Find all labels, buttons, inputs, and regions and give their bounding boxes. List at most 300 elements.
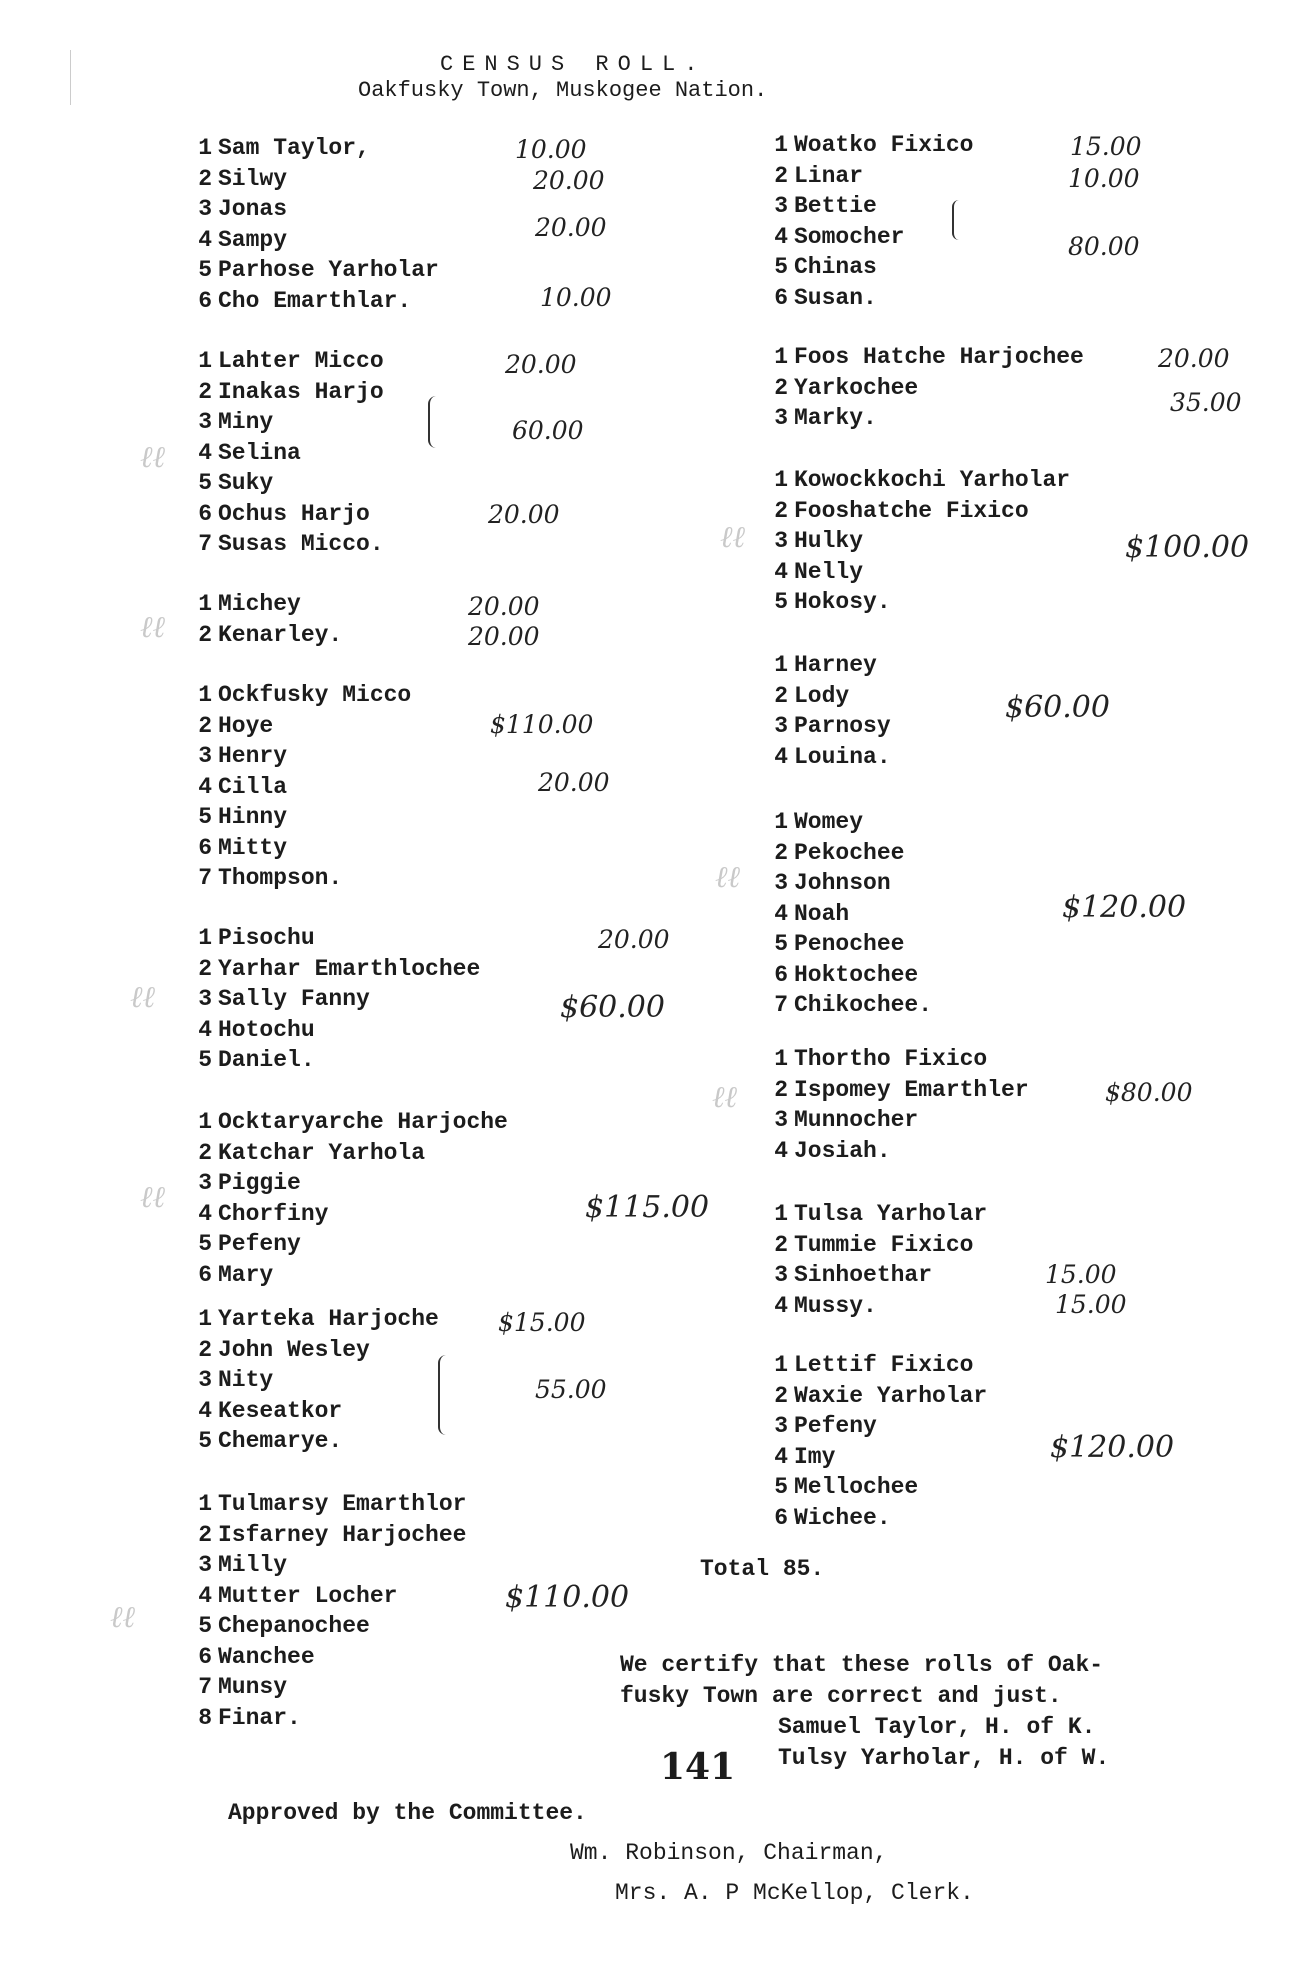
amount-handwritten: 20.00 <box>598 925 670 954</box>
entry-name: Thortho Fixico <box>794 1046 988 1072</box>
entry-number: 4 <box>774 1443 788 1470</box>
entry-name: Wichee. <box>794 1504 891 1531</box>
roll-entry <box>186 923 480 954</box>
entry-name: Finar. <box>218 1704 301 1731</box>
amount-handwritten: $15.00 <box>498 1308 586 1337</box>
entry-number: 3 <box>198 743 212 769</box>
roll-entry <box>186 194 439 225</box>
amount-handwritten: 20.00 <box>535 213 607 242</box>
roll-entry <box>762 191 973 222</box>
entry-number: 5 <box>774 589 788 615</box>
entry-number: 3 <box>774 528 788 554</box>
entry-number: 4 <box>774 1137 788 1164</box>
brace-mark <box>428 396 444 448</box>
entry-number: 4 <box>198 1016 212 1043</box>
roll-entry <box>186 1703 466 1734</box>
roll-entry <box>186 1107 508 1138</box>
entry-number: 4 <box>198 1582 212 1609</box>
roll-entry <box>186 1304 439 1335</box>
document-subtitle: Oakfusky Town, Muskogee Nation. <box>358 78 768 103</box>
entry-number: 8 <box>198 1704 212 1731</box>
entry-name: Fooshatche Fixico <box>794 497 1029 524</box>
entry-name: Ockfusky Micco <box>218 682 412 708</box>
margin-mark <box>70 50 71 105</box>
entry-name: Marky. <box>794 405 877 431</box>
roll-entry <box>762 283 973 314</box>
roll-entry <box>186 1489 466 1520</box>
entry-name: Tulmarsy Emarthlor <box>218 1491 467 1517</box>
amount-handwritten: 20.00 <box>488 500 560 529</box>
entry-name: Hoktochee <box>794 961 919 988</box>
pencil-mark: ℓℓ <box>712 1080 737 1115</box>
entry-name: Katchar Yarhola <box>218 1139 426 1166</box>
roll-entry <box>762 222 973 253</box>
amount-handwritten: $60.00 <box>1005 690 1110 725</box>
brace-mark <box>952 200 966 240</box>
roll-entry <box>186 1335 439 1366</box>
entry-name: Imy <box>794 1443 836 1470</box>
pencil-mark: ℓℓ <box>720 520 745 555</box>
entry-name: Pisochu <box>218 925 315 951</box>
roll-entry <box>762 1442 987 1473</box>
entry-name: Mussy. <box>794 1292 877 1319</box>
entry-name: Sinhoethar <box>794 1262 933 1288</box>
entry-name: Ocktaryarche Harjoche <box>218 1109 508 1135</box>
entry-number: 7 <box>774 992 788 1018</box>
entry-name: Harney <box>794 652 877 678</box>
signature-tulsy-yarholar: Tulsy Yarholar, H. of W. <box>778 1745 1110 1771</box>
entry-number: 4 <box>198 1200 212 1227</box>
entry-name: Keseatkor <box>218 1397 343 1424</box>
amount-handwritten: 20.00 <box>533 166 605 195</box>
entry-number: 5 <box>198 804 212 830</box>
roll-entry <box>186 741 411 772</box>
roll-entry <box>186 377 384 408</box>
roll-entry <box>762 1136 1029 1167</box>
entry-name: Parnosy <box>794 713 891 739</box>
amount-handwritten: $120.00 <box>1050 1430 1175 1465</box>
family-group <box>186 1304 439 1457</box>
roll-entry <box>186 1642 466 1673</box>
pencil-mark: ℓℓ <box>140 1180 165 1215</box>
roll-entry <box>186 1396 439 1427</box>
entry-number: 1 <box>198 348 212 374</box>
entry-name: Penochee <box>794 931 905 957</box>
roll-entry <box>186 772 411 803</box>
entry-number: 6 <box>198 834 212 861</box>
roll-entry <box>186 407 384 438</box>
family-group <box>186 589 342 650</box>
entry-number: 2 <box>774 1231 788 1258</box>
entry-number: 4 <box>774 900 788 927</box>
family-group <box>762 130 973 313</box>
roll-entry <box>762 1350 987 1381</box>
entry-number: 5 <box>774 1474 788 1500</box>
entry-number: 4 <box>774 743 788 770</box>
roll-entry <box>186 1138 508 1169</box>
entry-number: 1 <box>198 1491 212 1517</box>
entry-name: Somocher <box>794 223 905 250</box>
roll-entry <box>762 1075 1029 1106</box>
entry-number: 1 <box>774 652 788 678</box>
entry-name: Johnson <box>794 870 891 896</box>
roll-entry <box>762 373 1084 404</box>
entry-number: 7 <box>198 531 212 557</box>
amount-handwritten: 10.00 <box>515 135 587 164</box>
entry-number: 2 <box>774 682 788 709</box>
entry-number: 6 <box>774 284 788 311</box>
entry-number: 5 <box>198 1047 212 1073</box>
entry-number: 5 <box>774 254 788 280</box>
entry-name: Sampy <box>218 226 288 253</box>
entry-name: Sally Fanny <box>218 986 370 1012</box>
entry-name: Yarkochee <box>794 374 919 401</box>
entry-name: Cilla <box>218 773 288 800</box>
entry-name: Pefeny <box>218 1231 301 1257</box>
amount-handwritten: 35.00 <box>1170 388 1242 417</box>
entry-number: 2 <box>774 1076 788 1103</box>
entry-number: 3 <box>774 870 788 896</box>
entry-number: 6 <box>198 1261 212 1288</box>
amount-handwritten: 20.00 <box>468 622 540 651</box>
entry-name: Mitty <box>218 834 288 861</box>
roll-entry <box>762 1230 987 1261</box>
entry-number: 2 <box>198 712 212 739</box>
family-group <box>186 1489 466 1733</box>
roll-entry <box>762 1105 1029 1136</box>
entry-name: Yarteka Harjoche <box>218 1306 439 1332</box>
entry-name: Hokosy. <box>794 589 891 615</box>
entry-name: Munnocher <box>794 1107 919 1133</box>
roll-entry <box>762 1381 987 1412</box>
entry-name: Womey <box>794 809 864 835</box>
roll-entry <box>186 346 384 377</box>
amount-handwritten: $120.00 <box>1062 890 1187 925</box>
entry-number: 1 <box>198 591 212 617</box>
family-group <box>186 923 480 1076</box>
roll-entry <box>186 833 411 864</box>
entry-name: Lettif Fixico <box>794 1352 974 1378</box>
entry-number: 1 <box>774 132 788 158</box>
pencil-mark: ℓℓ <box>130 980 155 1015</box>
amount-handwritten: 20.00 <box>1158 344 1230 373</box>
family-group <box>762 1199 987 1321</box>
roll-entry <box>186 589 342 620</box>
entry-number: 5 <box>198 470 212 496</box>
roll-entry <box>762 1472 987 1503</box>
entry-number: 2 <box>774 839 788 866</box>
entry-number: 7 <box>198 865 212 891</box>
family-group <box>762 1044 1029 1166</box>
entry-number: 1 <box>198 682 212 708</box>
roll-entry <box>186 711 411 742</box>
entry-number: 4 <box>774 1292 788 1319</box>
roll-entry <box>762 1260 987 1291</box>
entry-name: Ochus Harjo <box>218 500 370 527</box>
roll-entry <box>762 807 932 838</box>
entry-number: 6 <box>198 500 212 527</box>
entry-name: Kowockkochi Yarholar <box>794 467 1071 493</box>
entry-name: Chinas <box>794 254 877 280</box>
roll-entry <box>762 742 891 773</box>
certification-line-1: We certify that these rolls of Oak- <box>620 1652 1104 1678</box>
brace-mark <box>438 1355 454 1435</box>
total-count: Total 85. <box>700 1556 825 1582</box>
roll-entry <box>762 929 932 960</box>
amount-handwritten: 15.00 <box>1045 1260 1117 1289</box>
entry-name: Chikochee. <box>794 992 933 1018</box>
certification-line-2: fusky Town are correct and just. <box>620 1683 1062 1709</box>
entry-name: Hoye <box>218 712 274 739</box>
roll-entry <box>186 1611 466 1642</box>
entry-name: Ispomey Emarthler <box>794 1076 1029 1103</box>
entry-number: 1 <box>198 1306 212 1332</box>
entry-number: 3 <box>198 1552 212 1578</box>
entry-number: 4 <box>198 439 212 466</box>
roll-entry <box>762 252 973 283</box>
entry-number: 6 <box>198 287 212 314</box>
roll-entry <box>762 342 1084 373</box>
roll-entry <box>186 1229 508 1260</box>
roll-entry <box>186 133 439 164</box>
entry-number: 1 <box>198 135 212 161</box>
roll-entry <box>186 1365 439 1396</box>
entry-number: 3 <box>774 405 788 431</box>
roll-entry <box>762 465 1070 496</box>
family-group <box>762 465 1070 618</box>
pencil-mark: ℓℓ <box>140 610 165 645</box>
roll-entry <box>762 557 1070 588</box>
entry-number: 1 <box>198 925 212 951</box>
roll-entry <box>186 984 480 1015</box>
entry-name: Lahter Micco <box>218 348 384 374</box>
roll-entry <box>186 802 411 833</box>
family-group <box>762 807 932 1021</box>
entry-number: 2 <box>198 1139 212 1166</box>
roll-entry <box>186 286 439 317</box>
roll-entry <box>186 1426 439 1457</box>
family-group <box>762 342 1084 434</box>
entry-name: Nity <box>218 1367 274 1393</box>
entry-name: Parhose Yarholar <box>218 257 439 283</box>
roll-entry <box>762 1199 987 1230</box>
roll-entry <box>186 225 439 256</box>
entry-number: 2 <box>774 1382 788 1409</box>
family-group <box>186 680 411 894</box>
entry-name: Susan. <box>794 284 877 311</box>
roll-entry <box>186 1520 466 1551</box>
roll-entry <box>186 1260 508 1291</box>
entry-number: 2 <box>198 1521 212 1548</box>
roll-entry <box>762 587 1070 618</box>
entry-number: 3 <box>774 1107 788 1133</box>
roll-entry <box>762 161 973 192</box>
entry-name: Daniel. <box>218 1047 315 1073</box>
entry-name: Piggie <box>218 1170 301 1196</box>
entry-name: Suky <box>218 470 274 496</box>
entry-number: 3 <box>774 713 788 739</box>
roll-entry <box>186 1045 480 1076</box>
amount-handwritten: 80.00 <box>1068 232 1140 261</box>
entry-number: 6 <box>774 961 788 988</box>
entry-name: Chorfiny <box>218 1200 329 1227</box>
roll-entry <box>762 1044 1029 1075</box>
document-title: CENSUS ROLL. <box>440 52 707 77</box>
signature-samuel-taylor: Samuel Taylor, H. of K. <box>778 1714 1096 1740</box>
entry-name: Noah <box>794 900 850 927</box>
roll-entry <box>762 1411 987 1442</box>
entry-name: Isfarney Harjochee <box>218 1521 467 1548</box>
entry-number: 5 <box>198 257 212 283</box>
entry-number: 1 <box>774 1201 788 1227</box>
entry-name: Susas Micco. <box>218 531 384 557</box>
entry-number: 5 <box>198 1613 212 1639</box>
entry-number: 3 <box>198 986 212 1012</box>
entry-number: 2 <box>198 955 212 982</box>
entry-number: 3 <box>774 193 788 219</box>
approval-clerk: Mrs. A. P McKellop, Clerk. <box>615 1880 974 1906</box>
amount-handwritten: 20.00 <box>468 592 540 621</box>
family-group <box>186 1107 508 1290</box>
entry-name: Pefeny <box>794 1413 877 1439</box>
roll-entry <box>762 130 973 161</box>
roll-entry <box>762 960 932 991</box>
entry-number: 1 <box>774 467 788 493</box>
entry-number: 4 <box>198 773 212 800</box>
roll-entry <box>186 1672 466 1703</box>
entry-number: 5 <box>198 1231 212 1257</box>
roll-entry <box>762 526 1070 557</box>
approval-chairman: Wm. Robinson, Chairman, <box>570 1840 888 1866</box>
entry-number: 4 <box>774 223 788 250</box>
roll-entry <box>762 990 932 1021</box>
entry-number: 2 <box>774 162 788 189</box>
amount-handwritten: $80.00 <box>1105 1078 1193 1107</box>
roll-entry <box>186 499 384 530</box>
entry-number: 1 <box>198 1109 212 1135</box>
pencil-mark: ℓℓ <box>715 860 740 895</box>
roll-entry <box>186 468 384 499</box>
roll-entry <box>186 1168 508 1199</box>
entry-name: Jonas <box>218 196 288 222</box>
roll-entry <box>762 1291 987 1322</box>
roll-entry <box>762 711 891 742</box>
roll-entry <box>762 650 891 681</box>
entry-number: 1 <box>774 344 788 370</box>
amount-handwritten: 15.00 <box>1070 132 1142 161</box>
roll-entry <box>186 620 342 651</box>
entry-name: Chemarye. <box>218 1428 343 1454</box>
entry-number: 5 <box>198 1428 212 1454</box>
roll-entry <box>762 838 932 869</box>
page-number: 141 <box>660 1746 736 1788</box>
entry-name: Hinny <box>218 804 288 830</box>
entry-name: Louina. <box>794 743 891 770</box>
roll-entry <box>186 1199 508 1230</box>
entry-name: Miny <box>218 409 274 435</box>
entry-number: 4 <box>198 1397 212 1424</box>
roll-entry <box>186 438 384 469</box>
entry-name: Tulsa Yarholar <box>794 1201 988 1227</box>
entry-name: Nelly <box>794 558 864 585</box>
entry-number: 2 <box>198 165 212 192</box>
amount-handwritten: $100.00 <box>1125 530 1250 565</box>
entry-name: Michey <box>218 591 301 617</box>
entry-name: Woatko Fixico <box>794 132 974 158</box>
amount-handwritten: 60.00 <box>512 416 584 445</box>
entry-name: Munsy <box>218 1674 288 1700</box>
entry-name: Lody <box>794 682 850 709</box>
family-group <box>762 650 891 772</box>
entry-name: Hulky <box>794 528 864 554</box>
entry-number: 2 <box>198 1336 212 1363</box>
entry-number: 3 <box>198 409 212 435</box>
entry-name: Foos Hatche Harjochee <box>794 344 1084 370</box>
roll-entry <box>186 954 480 985</box>
entry-number: 3 <box>198 1367 212 1393</box>
family-group <box>762 1350 987 1533</box>
entry-name: Inakas Harjo <box>218 378 384 405</box>
entry-name: Linar <box>794 162 864 189</box>
amount-handwritten: 20.00 <box>538 768 610 797</box>
entry-number: 6 <box>198 1643 212 1670</box>
entry-name: Silwy <box>218 165 288 192</box>
entry-number: 3 <box>774 1262 788 1288</box>
entry-name: Mary <box>218 1261 274 1288</box>
entry-number: 7 <box>198 1674 212 1700</box>
entry-name: Mellochee <box>794 1474 919 1500</box>
approval-line: Approved by the Committee. <box>228 1800 587 1826</box>
entry-number: 3 <box>198 196 212 222</box>
roll-entry <box>762 496 1070 527</box>
amount-handwritten: 15.00 <box>1055 1290 1127 1319</box>
roll-entry <box>762 681 891 712</box>
roll-entry <box>186 863 411 894</box>
entry-name: John Wesley <box>218 1336 370 1363</box>
entry-number: 2 <box>774 374 788 401</box>
roll-entry <box>762 899 932 930</box>
amount-handwritten: $110.00 <box>490 710 594 739</box>
entry-name: Bettie <box>794 193 877 219</box>
entry-number: 1 <box>774 809 788 835</box>
entry-name: Waxie Yarholar <box>794 1382 988 1409</box>
roll-entry <box>186 1550 466 1581</box>
entry-name: Chepanochee <box>218 1613 370 1639</box>
entry-name: Thompson. <box>218 865 343 891</box>
entry-number: 2 <box>774 497 788 524</box>
pencil-mark: ℓℓ <box>140 440 165 475</box>
entry-number: 5 <box>774 931 788 957</box>
entry-number: 2 <box>198 621 212 648</box>
entry-name: Sam Taylor, <box>218 135 370 161</box>
entry-name: Pekochee <box>794 839 905 866</box>
amount-handwritten: 55.00 <box>535 1375 607 1404</box>
roll-entry <box>762 1503 987 1534</box>
entry-number: 1 <box>774 1352 788 1378</box>
roll-entry <box>186 529 384 560</box>
family-group <box>186 346 384 560</box>
entry-name: Josiah. <box>794 1137 891 1164</box>
pencil-mark: ℓℓ <box>110 1600 135 1635</box>
entry-name: Tummie Fixico <box>794 1231 974 1258</box>
entry-name: Mutter Locher <box>218 1582 398 1609</box>
entry-name: Hotochu <box>218 1016 315 1043</box>
entry-number: 3 <box>774 1413 788 1439</box>
amount-handwritten: $115.00 <box>585 1190 710 1225</box>
amount-handwritten: 10.00 <box>1068 164 1140 193</box>
roll-entry <box>186 680 411 711</box>
roll-entry <box>762 403 1084 434</box>
